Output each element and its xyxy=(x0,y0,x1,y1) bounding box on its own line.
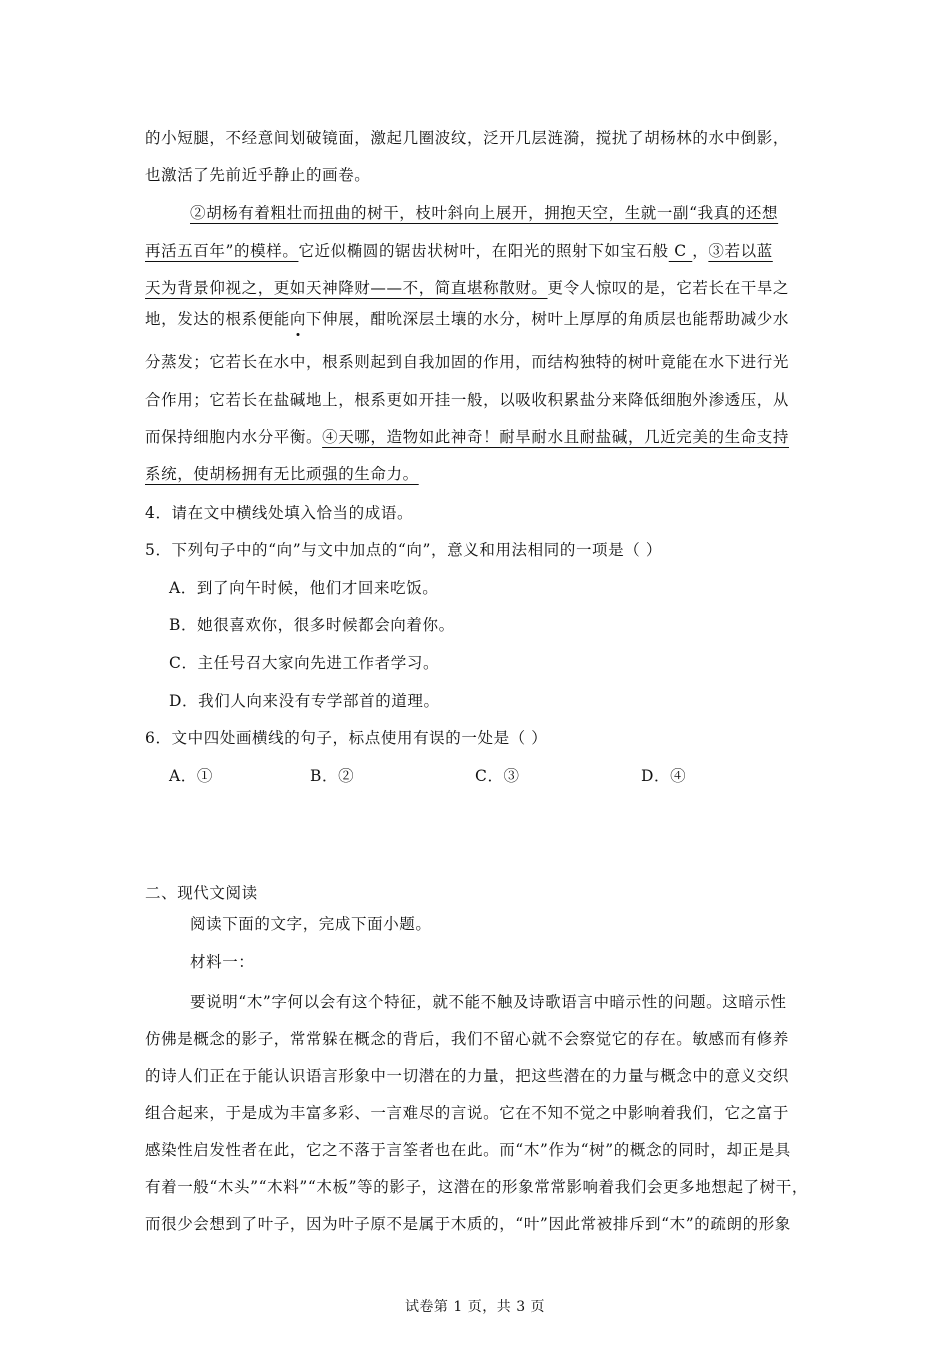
question-6-option-b: B．② xyxy=(310,767,355,785)
passage-line-7: 分蒸发；它若长在水中，根系则起到自我加固的作用，而结构独特的树叶竟能在水下进行光 xyxy=(145,353,790,371)
passage-line-3 xyxy=(190,201,778,223)
passage-text: ， xyxy=(692,242,709,260)
material-1-line-6: 有着一般“木头”“木料”“木板”等的影子，这潜在的形象常常影响着我们会更多地想起了树干， xyxy=(145,1178,808,1196)
passage-text: 更令人惊叹的是，它若长在干旱之 xyxy=(547,279,790,297)
question-5-option-c: C．主任号召大家向先进工作者学习。 xyxy=(169,654,440,672)
question-6-option-d: D．④ xyxy=(641,767,687,785)
section-2-instruction: 阅读下面的文字，完成下面小题。 xyxy=(190,915,432,933)
underlined-sentence-4-end: 系统，使胡杨拥有无比顽强的生命力。 xyxy=(145,465,419,483)
question-6-stem: 6．文中四处画横线的句子，标点使用有误的一处是（ ） xyxy=(145,729,548,747)
passage-line-9 xyxy=(145,425,789,447)
question-6-option-c: C．③ xyxy=(475,767,520,785)
material-1-line-1: 要说明“木”字何以会有这个特征，就不能不触及诗歌语言中暗示性的问题。这暗示性 xyxy=(190,993,787,1011)
passage-line-6 xyxy=(145,307,789,329)
question-6-option-a: A．① xyxy=(169,767,213,785)
material-1-line-5: 感染性启发性者在此，它之不落于言筌者也在此。而“木”作为“树”的概念的同时，却正是具 xyxy=(145,1141,791,1159)
page-footer: 试卷第 1 页，共 3 页 xyxy=(404,1299,546,1315)
underlined-sentence-4: ④天哪，造物如此神奇！耐旱耐水且耐盐碱，几近完美的生命支持 xyxy=(322,428,790,446)
section-2-title: 二、现代文阅读 xyxy=(145,884,258,902)
underlined-sentence-2-end: 再活五百年”的模样。 xyxy=(145,242,299,260)
passage-line-1: 的小短腿，不经意间划破镜面，激起几圈波纹，泛开几层涟漪，搅扰了胡杨林的水中倒影， xyxy=(145,129,790,147)
passage-text: 而保持细胞内水分平衡。 xyxy=(145,428,323,446)
underlined-sentence-3-end: 天为背景仰视之，更如天神降财——不，简直堪称散财。 xyxy=(145,279,548,297)
material-1-label: 材料一： xyxy=(190,953,255,971)
passage-line-5 xyxy=(145,276,789,298)
underlined-sentence-2: ②胡杨有着粗壮而扭曲的树干，枝叶斜向上展开，拥抱天空，生就一副“我真的还想 xyxy=(190,204,779,222)
question-5-stem: 5．下列句子中的“向”与文中加点的“向”，意义和用法相同的一项是（ ） xyxy=(145,541,662,559)
passage-line-2: 也激活了先前近乎静止的画卷。 xyxy=(145,166,371,184)
passage-line-10 xyxy=(145,462,419,484)
passage-line-4 xyxy=(145,239,773,261)
material-1-line-3: 的诗人们正在于能认识语言形象中一切潜在的力量，把这些潜在的力量与概念中的意义交织 xyxy=(145,1067,790,1085)
question-5-option-d: D．我们人向来没有专学部首的道理。 xyxy=(169,692,440,710)
passage-text: 地，发达的根系便能 xyxy=(145,310,290,328)
material-1-line-2: 仿佛是概念的影子，常常躲在概念的背后，我们不留心就不会察觉它的存在。敏感而有修养 xyxy=(145,1030,790,1048)
passage-line-8: 合作用；它若长在盐碱地上，根系更如开挂一般，以吸收积累盐分来降低细胞外渗透压，从 xyxy=(145,391,790,409)
underlined-sentence-3: ③若以蓝 xyxy=(708,242,773,260)
passage-text: 它近似椭圆的锯齿状树叶，在阳光的照射下如宝石般 xyxy=(298,242,669,260)
passage-text: 下伸展，酣吮深层土壤的水分，树叶上厚厚的角质层也能帮助减少水 xyxy=(306,310,790,328)
idiom-blank: C xyxy=(668,242,693,260)
question-5-option-b: B．她很喜欢你，很多时候都会向着你。 xyxy=(169,616,455,634)
dotted-character: 向 xyxy=(290,307,306,329)
question-4: 4．请在文中横线处填入恰当的成语。 xyxy=(145,504,414,522)
question-5-option-a: A．到了向午时候，他们才回来吃饭。 xyxy=(169,579,439,597)
material-1-line-4: 组合起来，于是成为丰富多彩、一言难尽的言说。它在不知不觉之中影响着我们，它之富于 xyxy=(145,1104,790,1122)
material-1-line-7: 而很少会想到了叶子，因为叶子原不是属于木质的，“叶”因此常被排斥到“木”的疏朗的形象 xyxy=(145,1215,791,1233)
